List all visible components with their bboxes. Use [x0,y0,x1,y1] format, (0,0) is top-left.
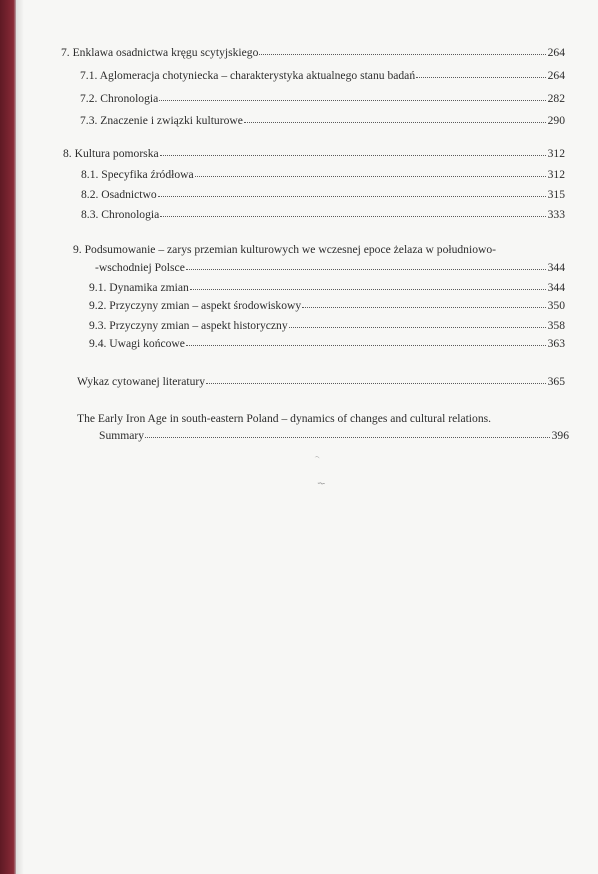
dot-leader [160,207,546,217]
dot-leader [158,187,546,197]
toc-entry-7[interactable] [61,45,565,61]
toc-entry-title: -wschodniej Polsce [95,261,185,274]
toc-entry-title: 9.3. Przyczyny zmian – aspekt historyczny [89,319,288,332]
toc-entry-7-3[interactable] [80,113,565,129]
toc-entry-title: 7.2. Chronologia [80,92,159,105]
dot-leader [145,428,550,438]
toc-entry-page: 333 [547,208,565,221]
scan-speck: ⁾ [313,455,324,460]
toc-entry-page: 312 [547,168,565,181]
dot-leader [186,336,546,346]
toc-entry-title: 9. Podsumowanie – zarys przemian kulturowych we wczesnej epoce żelaza w południowo- [73,243,497,256]
toc-entry-9-title-line1[interactable] [73,242,565,258]
dot-leader [289,318,546,328]
toc-entry-8[interactable] [63,146,565,162]
toc-entry-page: 365 [547,375,565,388]
toc-entry-page: 363 [547,337,565,350]
toc-entry-page: 315 [547,188,565,201]
dot-leader [160,146,546,156]
dot-leader [416,68,546,78]
dot-leader [159,91,546,101]
toc-entry-title: 8. Kultura pomorska [63,147,159,160]
toc-entry-page: 312 [547,147,565,160]
toc-entry-title: The Early Iron Age in south-eastern Poland – dynamics of changes and cultural relations. [77,412,492,425]
toc-entry-title: 7. Enklawa osadnictwa kręgu scytyjskiego [61,46,259,59]
toc-entry-title: 8.2. Osadnictwo [81,188,157,201]
toc-entry-summary-title-line1[interactable] [77,411,569,427]
toc-entry-title: Wykaz cytowanej literatury [77,375,206,388]
toc-entry-title: 9.4. Uwagi końcowe [89,337,185,350]
toc-entry-title: 8.1. Specyfika źródłowa [81,168,194,181]
toc-entry-page: 344 [547,261,565,274]
toc-entry-9-3[interactable] [89,318,565,334]
toc-entry-page: 396 [551,429,569,442]
toc-entry-page: 290 [547,114,565,127]
toc-entry-7-2[interactable] [80,91,565,107]
dot-leader [186,260,546,270]
toc-entry-summary[interactable] [99,428,569,444]
toc-entry-8-3[interactable] [81,207,565,223]
toc-entry-page: 282 [547,92,565,105]
dot-leader [244,113,546,123]
toc-entry-7-1[interactable] [80,68,565,84]
dot-leader [206,374,546,384]
toc-entry-9-2[interactable] [89,298,565,314]
toc-entry-title: 8.3. Chronologia [81,208,160,221]
dot-leader [195,167,546,177]
toc-entry-page: 264 [547,69,565,82]
toc-entry-page: 358 [547,319,565,332]
toc-entry-page: 344 [547,281,565,294]
toc-entry-page: 350 [547,299,565,312]
dot-leader [190,280,546,290]
toc-entry-title: 7.1. Aglomeracja chotyniecka – charakterystyka aktualnego stanu badań [80,69,416,82]
toc-entry-9-1[interactable] [89,280,565,296]
scan-speck: ⌇ [316,480,328,487]
toc-entry-8-2[interactable] [81,187,565,203]
toc-entry-title: Summary [99,429,145,442]
toc-entry-8-1[interactable] [81,167,565,183]
toc-entry-page: 264 [547,46,565,59]
toc-entry-title: 7.3. Znaczenie i związki kulturowe [80,114,243,127]
toc-entry-title: 9.2. Przyczyny zmian – aspekt środowiskowy [89,299,302,312]
dot-leader [259,45,546,55]
toc-entry-title: 9.1. Dynamika zmian [89,281,189,294]
dot-leader [302,298,546,308]
toc-entry-9[interactable] [95,260,565,276]
toc-entry-literature[interactable] [77,374,565,390]
toc-entry-9-4[interactable] [89,336,565,352]
